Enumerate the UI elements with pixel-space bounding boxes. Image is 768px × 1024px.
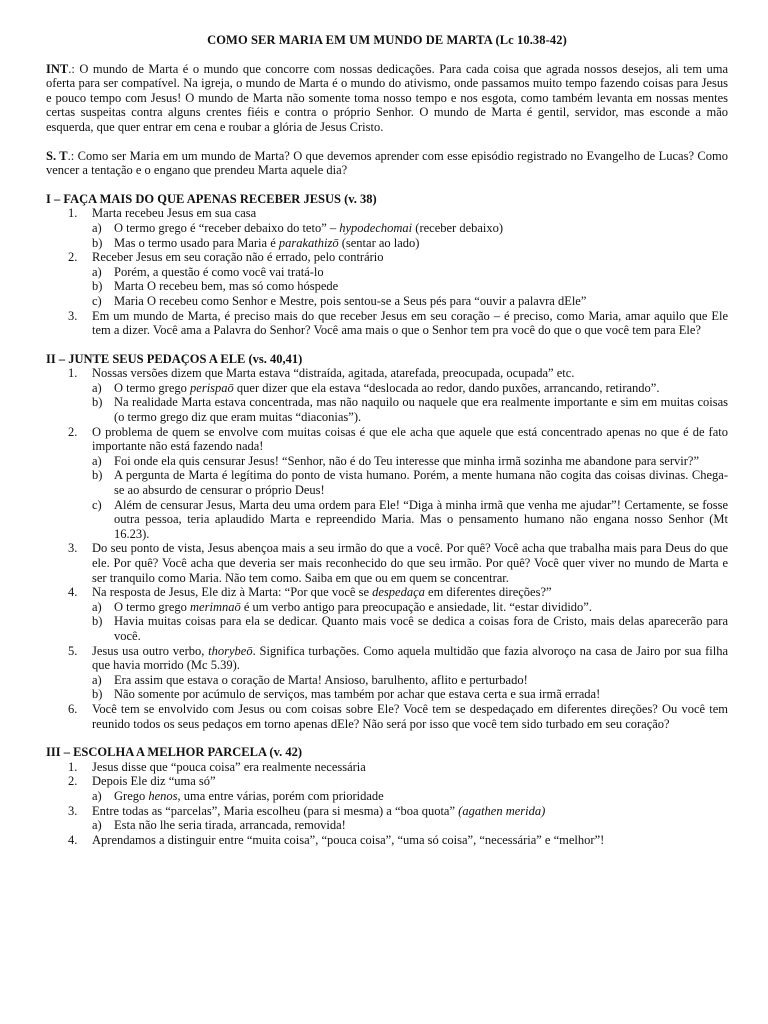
- sub-item-letter: a): [92, 672, 102, 687]
- sub-item: [92, 614, 728, 643]
- list-item: [46, 585, 728, 643]
- sub-item-text-post: quer dizer que ela estava “deslocada ao redor, dando puxões, arrancando, retirando”.: [233, 380, 660, 395]
- item-number: 1.: [68, 759, 78, 774]
- sub-item-text-pre: Não somente por acúmulo de serviços, mas também por achar que estava certa e sua irmã errada!: [114, 687, 601, 702]
- item-text-emphasis: thorybeō: [208, 643, 253, 658]
- sub-item: [92, 395, 728, 424]
- item-number: 4.: [68, 585, 78, 600]
- sub-item-text: [114, 468, 728, 497]
- sub-item-text-post: , uma entre várias, porém com prioridade: [177, 788, 384, 803]
- sub-item: [92, 789, 728, 804]
- sub-item-text-pre: O termo grego: [114, 599, 191, 614]
- item-number: 6.: [68, 701, 78, 716]
- sub-item-text-pre: O termo grego é “receber debaixo do teto” –: [114, 220, 340, 235]
- sub-item-letter: b): [92, 687, 103, 702]
- sub-item-text: [114, 294, 586, 308]
- list-item: [46, 206, 728, 250]
- item-text: [92, 644, 728, 673]
- sub-item: [92, 294, 728, 309]
- item-text-emphasis: (agathen merida): [458, 803, 546, 818]
- sub-list: [92, 673, 728, 702]
- section-heading: II – JUNTE SEUS PEDAÇOS A ELE (vs. 40,41): [46, 351, 303, 366]
- sub-item-text-post: (receber debaixo): [412, 220, 504, 235]
- sub-item: [92, 454, 728, 469]
- item-text-pre: Jesus usa outro verbo,: [92, 643, 209, 658]
- sub-item-letter: a): [92, 380, 102, 395]
- sub-list: [92, 818, 728, 833]
- sub-item-text-emphasis: merimnaō: [190, 599, 241, 614]
- item-number: 4.: [68, 832, 78, 847]
- sub-item-text: [114, 818, 346, 832]
- sub-item-letter: b): [92, 235, 103, 250]
- sub-item-text-pre: Maria O recebeu como Senhor e Mestre, pois sentou-se a Seus pés para “ouvir a palavra dEle”: [114, 293, 587, 308]
- list-item: [46, 702, 728, 731]
- sub-item-text-pre: Marta O recebeu bem, mas só como hóspede: [114, 279, 339, 294]
- intro-text: .: O mundo de Marta é o mundo que concorre com nossas dedicações. Para cada coisa que agrada nossos desejos, ali tem uma oferta para ser compatível. Na igreja, o mundo de Marta é o mundo do ativismo, onde passamos muito tempo fazendo coisas para Jesus e pouco tempo com Jesus! O mundo de Marta não somente toma nosso tempo e nos esgota, como também levanta em nossas mentes certas suspeitas contra alguns crentes fiéis e contra o próprio Senhor. O mundo de Marta é gentil, servidor, mas esconde a mão esquerda, que quer entrar em cena e roubar a glória de Jesus Cristo.: [46, 61, 728, 134]
- list-item: [46, 644, 728, 702]
- item-number: 3.: [68, 308, 78, 323]
- sub-item-letter: a): [92, 599, 102, 614]
- st-text: .: Como ser Maria em um mundo de Marta? O que devemos aprender com esse episódio registrado no Evangelho de Lucas? Como vencer a tentação e o engano que prendeu Marta aquele dia?: [46, 148, 728, 178]
- intro-paragraph: [46, 62, 728, 135]
- section-list: [46, 206, 728, 337]
- item-text: [92, 804, 545, 818]
- item-number: 1.: [68, 366, 78, 381]
- sub-item-text-emphasis: perispaō: [190, 380, 234, 395]
- sub-item-text-pre: Mas o termo usado para Maria é: [114, 235, 279, 250]
- list-item: [46, 425, 728, 542]
- st-paragraph: [46, 149, 728, 178]
- sub-item-letter: a): [92, 788, 102, 803]
- sub-item-text-emphasis: henos: [148, 788, 178, 803]
- sub-item: [92, 381, 728, 396]
- item-number: 2.: [68, 424, 78, 439]
- sub-list: [92, 454, 728, 542]
- sub-item: [92, 687, 728, 702]
- sub-item-text-pre: A pergunta de Marta é legítima do ponto de vista humano. Porém, a mente humana não cogita das coisas divinas. Chega-se ao absurdo de censurar o próprio Deus!: [114, 468, 728, 498]
- section-heading: I – FAÇA MAIS DO QUE APENAS RECEBER JESUS (v. 38): [46, 191, 377, 206]
- sub-item-letter: a): [92, 220, 102, 235]
- sub-item-letter: c): [92, 293, 102, 308]
- section-list: [46, 366, 728, 731]
- sub-item-text-pre: Na realidade Marta estava concentrada, mas não naquilo ou naquele que era realmente importante e sim em muitas coisas (o termo grego diz que eram muitas “diaconias”).: [114, 395, 728, 425]
- sub-item-text: [114, 789, 384, 803]
- sub-item-letter: a): [92, 818, 102, 833]
- item-text: Em um mundo de Marta, é preciso mais do que receber Jesus em seu coração – é preciso, como Maria, amar aquilo que Ele tem a dizer. Você ama a Palavra do Senhor? Você ama mais o que o Senhor tem pra você do que o que você tem para Ele?: [92, 308, 728, 338]
- sub-item-text: [114, 498, 728, 541]
- document-title: COMO SER MARIA EM UM MUNDO DE MARTA (Lc 10.38-42): [207, 33, 567, 47]
- st-lead: S. T: [46, 148, 68, 163]
- list-item: [46, 250, 728, 308]
- section-list: [46, 760, 728, 848]
- list-item: [46, 541, 728, 585]
- sub-item-text-emphasis: parakathizō: [278, 235, 339, 250]
- item-text: [92, 585, 552, 599]
- item-text: Aprendamos a distinguir entre “muita coisa”, “pouca coisa”, “uma só coisa”, “necessária” e “melhor”!: [92, 832, 605, 847]
- item-text: Nossas versões dizem que Marta estava “distraída, agitada, atarefada, preocupada, ocupada” etc.: [92, 366, 575, 381]
- sub-item-text-pre: O termo grego: [114, 380, 191, 395]
- item-number: 3.: [68, 541, 78, 556]
- sub-list: [92, 789, 728, 804]
- sub-item-text-pre: Porém, a questão é como você vai tratá-lo: [114, 264, 324, 279]
- item-number: 2.: [68, 250, 78, 265]
- intro-lead: INT: [46, 61, 69, 76]
- sub-item: [92, 468, 728, 497]
- sub-item-text-pre: Havia muitas coisas para ela se dedicar. Quanto mais você se dedica a coisas fora de Cristo, mais delas aparecerão para você.: [114, 614, 728, 643]
- item-text-post: . Significa turbações. Como aquela multidão que fazia alvoroço na casa de Jairo por sua filha que havia morrido (Mc 5.39).: [92, 643, 728, 673]
- sub-item-text-pre: Esta não lhe seria tirada, arrancada, removida!: [114, 818, 346, 833]
- section-heading: III – ESCOLHA A MELHOR PARCELA (v. 42): [46, 745, 303, 760]
- sub-item-letter: c): [92, 497, 102, 512]
- sub-item-text-post: (sentar ao lado): [338, 235, 420, 250]
- sub-item-letter: b): [92, 468, 103, 483]
- sub-item: [92, 600, 728, 615]
- sub-item: [92, 498, 728, 542]
- list-item: [46, 366, 728, 424]
- sub-item-text-pre: Grego: [114, 788, 149, 803]
- sub-item-text: [114, 221, 503, 235]
- list-item: [46, 760, 728, 775]
- list-item: [46, 309, 728, 338]
- sub-item-text: [114, 454, 699, 468]
- item-text: Marta recebeu Jesus em sua casa: [92, 206, 257, 221]
- item-number: 1.: [68, 206, 78, 221]
- item-text: Do seu ponto de vista, Jesus abençoa mais a seu irmão do que a você. Por quê? Você acha que trabalha mais para Deus do que ele. Por quê? Você acha que deveria ser mais reconhecido do que seu irmão. Por quê? Você quer viver no mundo de Marta e ser tranquilo como Maria. Não tem como. Saiba em que ou em quem se concentrar.: [92, 541, 728, 585]
- item-text-pre: Na resposta de Jesus, Ele diz à Marta: “Por que você se: [92, 585, 373, 600]
- sub-item-text-pre: Foi onde ela quis censurar Jesus! “Senhor, não é do Teu interesse que minha irmã sozinha me abandone para servir?”: [114, 453, 700, 468]
- item-number: 2.: [68, 774, 78, 789]
- sub-item-text: [114, 279, 338, 293]
- item-number: 5.: [68, 643, 78, 658]
- item-number: 3.: [68, 803, 78, 818]
- sub-item-text-pre: Era assim que estava o coração de Marta! Ansioso, barulhento, aflito e perturbado!: [114, 672, 528, 687]
- sub-item-letter: b): [92, 279, 103, 294]
- sub-item-letter: b): [92, 395, 103, 410]
- item-text: Você tem se envolvido com Jesus ou com coisas sobre Ele? Você tem se despedaçado em diferentes direções? Ou você tem reunido todos os seus pedaços em torno apenas dEle? Não será por isso que você tem sido turbado em seu coração?: [92, 701, 728, 731]
- sub-item-text: [114, 687, 600, 701]
- list-item: [46, 774, 728, 803]
- sub-item: [92, 265, 728, 280]
- item-text: Receber Jesus em seu coração não é errado, pelo contrário: [92, 250, 384, 265]
- sub-item-text: [114, 265, 324, 279]
- sections-container: [46, 192, 728, 848]
- sub-item-text: [114, 614, 728, 643]
- item-text: Jesus disse que “pouca coisa” era realmente necessária: [92, 759, 366, 774]
- sub-item: [92, 818, 728, 833]
- sub-list: [92, 221, 728, 250]
- sub-list: [92, 265, 728, 309]
- sub-item: [92, 236, 728, 251]
- sub-item-text-post: é um verbo antigo para preocupação e ansiedade, lit. “estar dividido”.: [240, 599, 592, 614]
- sub-item-text: [114, 600, 592, 614]
- sub-item-text: [114, 381, 659, 395]
- list-item: [46, 833, 728, 848]
- item-text: O problema de quem se envolve com muitas coisas é que ele acha que aquele que está concentrado apenas no que é de fato importante não está fazendo nada!: [92, 424, 728, 454]
- sub-item-text: [114, 236, 419, 250]
- sub-item-text: [114, 673, 528, 687]
- sub-item-letter: a): [92, 453, 102, 468]
- sub-list: [92, 600, 728, 644]
- sub-item-letter: b): [92, 614, 103, 629]
- sub-list: [92, 381, 728, 425]
- sub-item: [92, 279, 728, 294]
- sub-item-text-emphasis: hypodechomai: [339, 220, 413, 235]
- item-text-emphasis: despedaça: [372, 585, 425, 600]
- sub-item-letter: a): [92, 264, 102, 279]
- sub-item: [92, 673, 728, 688]
- item-text-pre: Entre todas as “parcelas”, Maria escolheu (para si mesma) a “boa quota”: [92, 803, 459, 818]
- list-item: [46, 804, 728, 833]
- item-text: Depois Ele diz “uma só”: [92, 774, 216, 789]
- sub-item-text-pre: Além de censurar Jesus, Marta deu uma ordem para Ele! “Diga à minha irmã que venha me ajudar”! Certamente, se fosse outra pessoa, teria aplaudido Marta e repreendido Maria. Mas o pensamento humano não engana nosso Senhor (Mt 16.23).: [114, 497, 728, 541]
- sub-item: [92, 221, 728, 236]
- item-text-post: em diferentes direções?”: [424, 585, 552, 600]
- sub-item-text: [114, 395, 728, 424]
